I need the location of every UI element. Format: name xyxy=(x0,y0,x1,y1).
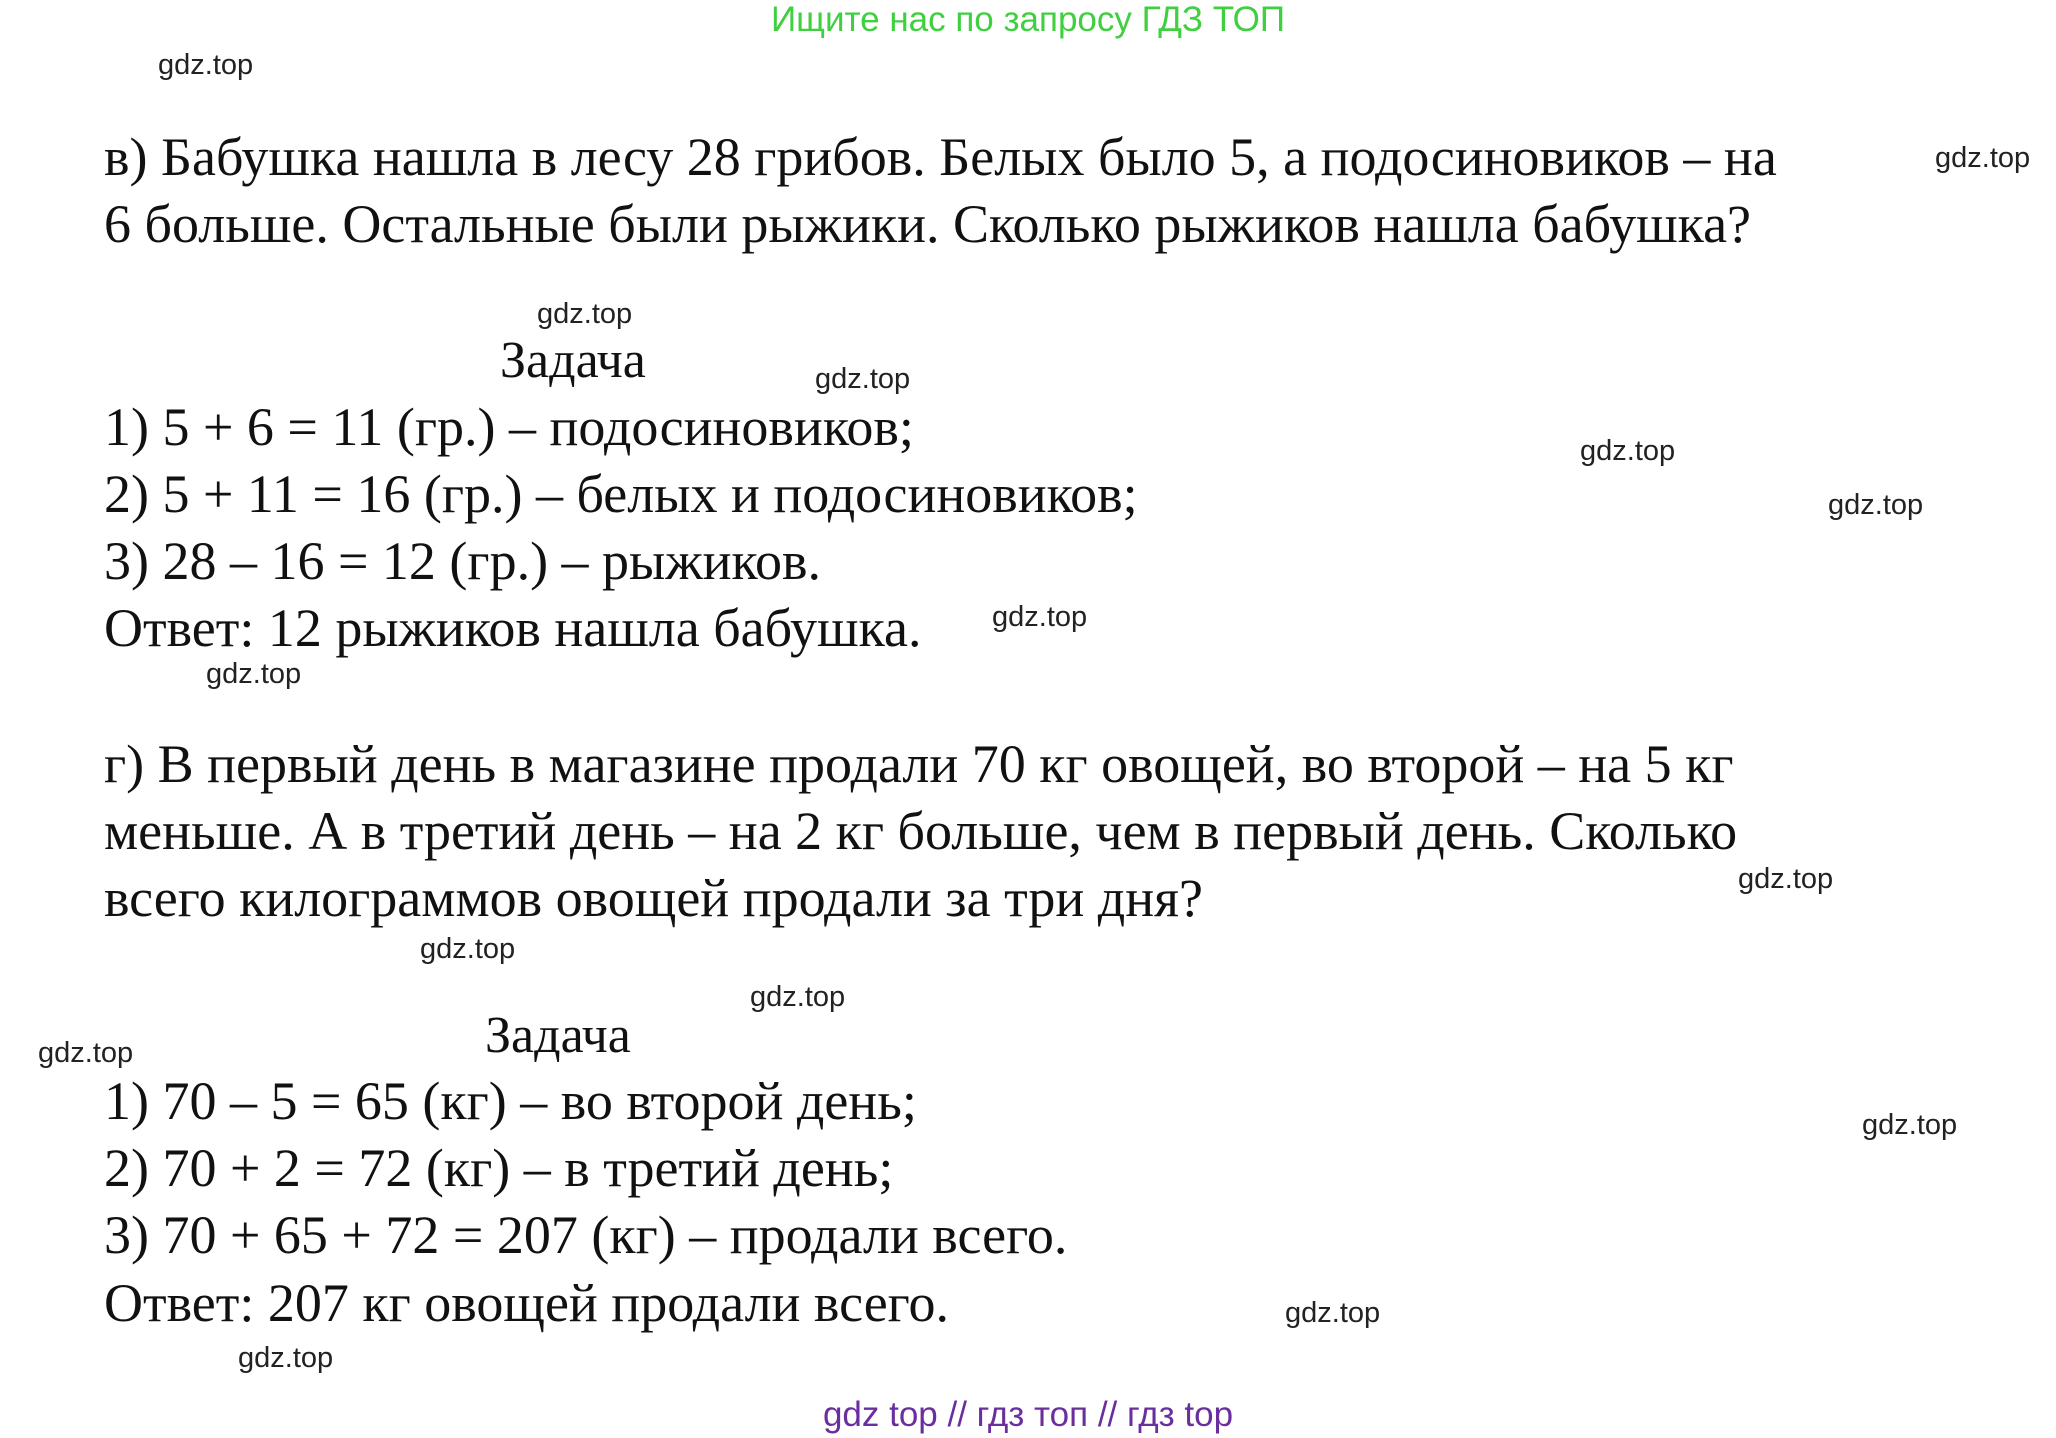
task-v-heading: Задача xyxy=(500,332,646,389)
watermark: gdz.top xyxy=(1738,863,1834,895)
task-v-answer: Ответ: 12 рыжиков нашла бабушка. xyxy=(104,598,922,658)
task-v-step-2: 2) 5 + 11 = 16 (гр.) – белых и подосиновиков; xyxy=(104,464,1138,524)
task-v-step-3: 3) 28 – 16 = 12 (гр.) – рыжиков. xyxy=(104,531,822,591)
watermark: gdz.top xyxy=(38,1037,134,1069)
task-g-answer: Ответ: 207 кг овощей продали всего. xyxy=(104,1273,949,1333)
task-g-problem-line-1: г) В первый день в магазине продали 70 кг овощей, во второй – на 5 кг xyxy=(104,734,1734,794)
task-g-heading: Задача xyxy=(485,1007,631,1064)
watermark: gdz.top xyxy=(1862,1109,1958,1141)
task-g-problem-line-2: меньше. А в третий день – на 2 кг больше, чем в первый день. Сколько xyxy=(104,801,1738,861)
watermark: gdz.top xyxy=(420,933,516,965)
task-g-step-1: 1) 70 – 5 = 65 (кг) – во второй день; xyxy=(104,1071,917,1131)
watermark: gdz.top xyxy=(1828,489,1924,521)
task-g-problem-line-3: всего килограммов овощей продали за три дня? xyxy=(104,868,1203,928)
watermark: gdz.top xyxy=(537,298,633,330)
watermark: gdz.top xyxy=(1580,435,1676,467)
top-banner[interactable]: Ищите нас по запросу ГДЗ ТОП xyxy=(771,0,1285,39)
watermark: gdz.top xyxy=(1935,142,2031,174)
watermark: gdz.top xyxy=(992,601,1088,633)
task-v-step-1: 1) 5 + 6 = 11 (гр.) – подосиновиков; xyxy=(104,397,914,457)
task-g-step-2: 2) 70 + 2 = 72 (кг) – в третий день; xyxy=(104,1138,894,1198)
watermark: gdz.top xyxy=(158,49,254,81)
bottom-banner[interactable]: gdz top // гдз топ // гдз top xyxy=(822,1395,1234,1434)
watermark: gdz.top xyxy=(815,363,911,395)
task-g-step-3: 3) 70 + 65 + 72 = 207 (кг) – продали всего. xyxy=(104,1205,1068,1265)
task-v-problem-line-1: в) Бабушка нашла в лесу 28 грибов. Белых было 5, а подосиновиков – на xyxy=(104,127,1777,187)
watermark: gdz.top xyxy=(1285,1297,1381,1329)
watermark: gdz.top xyxy=(750,981,846,1013)
task-v-problem-line-2: 6 больше. Остальные были рыжики. Сколько рыжиков нашла бабушка? xyxy=(104,194,1751,254)
watermark: gdz.top xyxy=(206,658,302,690)
watermark: gdz.top xyxy=(238,1342,334,1374)
